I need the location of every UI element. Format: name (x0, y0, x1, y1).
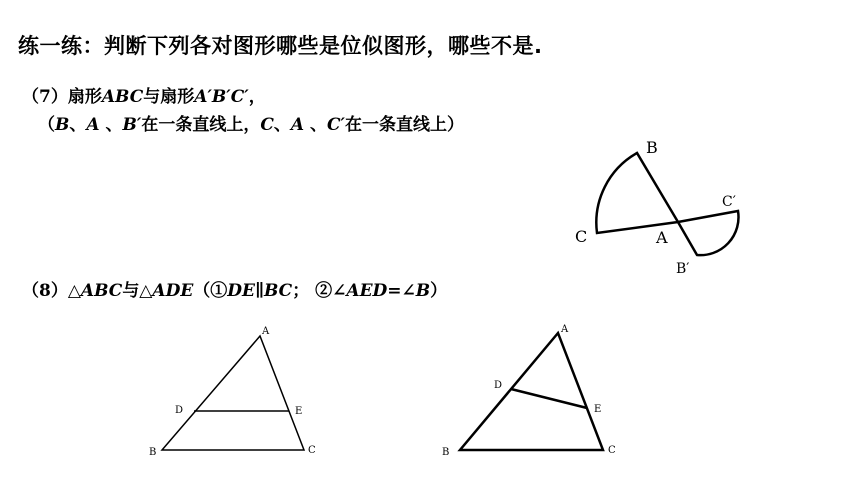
segment-DE-right (511, 389, 587, 408)
sector-ApBpCp (678, 211, 739, 255)
label-fig8b-D: D (494, 380, 503, 391)
triangle-ABC-left (162, 336, 304, 450)
label-fig8b-B: B (442, 447, 450, 458)
problem-7-condition: （B、A 、B′在一条直线上，C、A 、C′在一条直线上） (38, 115, 465, 135)
label-fig7-A: A (656, 228, 668, 247)
label-fig8b-C: C (608, 445, 616, 456)
problem-7-statement: （7）扇形ABC与扇形A′B′C′， (22, 87, 266, 107)
figure-8a-triangles (162, 336, 304, 450)
label-fig7-Bprime: B′ (676, 261, 690, 277)
label-fig8b-A: A (561, 324, 569, 335)
label-fig8a-A: A (262, 326, 270, 337)
exercise-title: 练一练：判断下列各对图形哪些是位似图形，哪些不是. (18, 34, 543, 58)
label-fig8a-B: B (149, 447, 157, 458)
label-fig8a-D: D (175, 405, 184, 416)
label-fig8a-C: C (308, 445, 316, 456)
triangle-ABC-right (460, 333, 603, 450)
label-fig7-B: B (646, 138, 658, 157)
label-fig7-C: C (575, 227, 588, 246)
label-fig8b-E: E (594, 404, 602, 415)
problem-8-statement: （8）△ABC与△ADE（①DE∥BC； ②∠AED=∠B） (22, 281, 448, 301)
label-fig7-Cprime: C′ (722, 194, 736, 210)
label-fig8a-E: E (295, 406, 303, 417)
figure-8b-triangles (460, 333, 603, 450)
sector-ABC (596, 153, 678, 233)
